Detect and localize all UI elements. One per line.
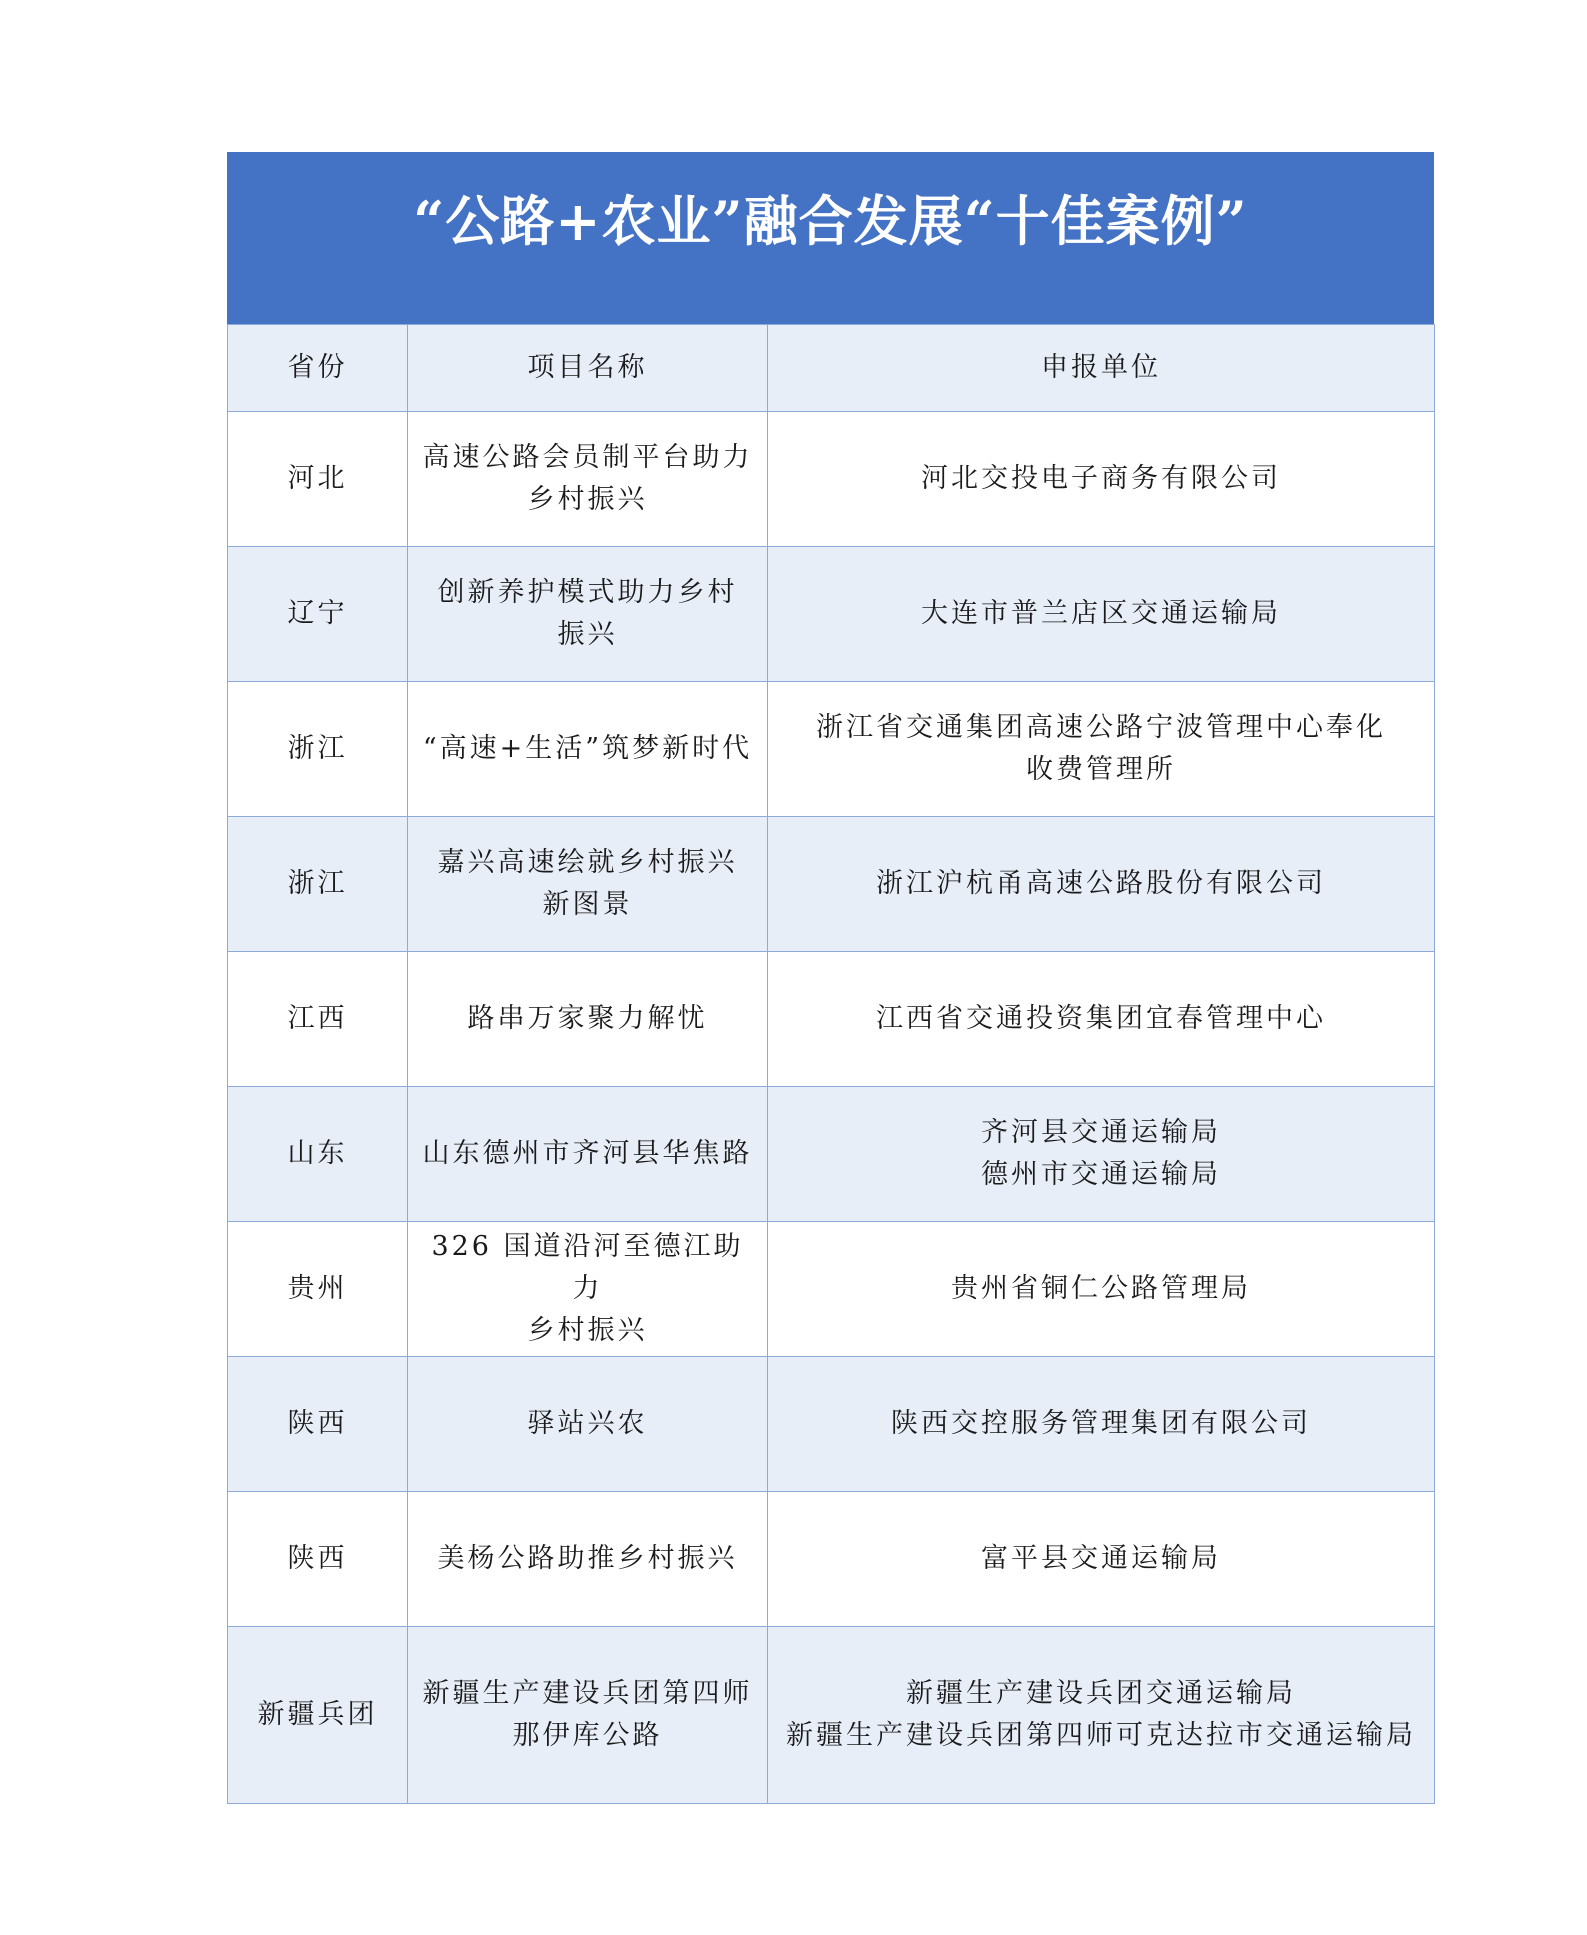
project-cell	[408, 1222, 768, 1357]
project-line: 振兴	[557, 619, 618, 650]
table-row	[228, 1627, 1435, 1804]
table-row	[228, 412, 1435, 547]
unit-cell	[768, 817, 1435, 952]
province-cell: 辽宁	[228, 547, 408, 682]
cases-table	[227, 324, 1435, 1804]
unit-cell	[768, 682, 1435, 817]
project-line: 美杨公路助推乡村振兴	[437, 1543, 738, 1574]
unit-cell	[768, 1627, 1435, 1804]
title-banner	[227, 152, 1434, 324]
unit-line: 浙江沪杭甬高速公路股份有限公司	[876, 868, 1326, 899]
province-cell: 浙江	[228, 682, 408, 817]
column-header-project: 项目名称	[408, 325, 768, 412]
project-line: 山东德州市齐河县华焦路	[422, 1138, 753, 1169]
project-cell	[408, 1492, 768, 1627]
project-line: 嘉兴高速绘就乡村振兴	[437, 847, 738, 878]
unit-line: 收费管理所	[1026, 754, 1176, 785]
project-line: 那伊库公路	[512, 1720, 663, 1751]
unit-line: 江西省交通投资集团宜春管理中心	[876, 1003, 1326, 1034]
unit-cell	[768, 1357, 1435, 1492]
unit-cell	[768, 952, 1435, 1087]
project-line: 创新养护模式助力乡村	[437, 577, 738, 608]
unit-cell	[768, 1087, 1435, 1222]
column-header-province: 省份	[228, 325, 408, 412]
project-line: 高速公路会员制平台助力	[422, 442, 753, 473]
province-cell: 陕西	[228, 1357, 408, 1492]
unit-line: 富平县交通运输局	[981, 1543, 1221, 1574]
project-line: 驿站兴农	[527, 1408, 648, 1439]
project-line: 乡村振兴	[527, 1315, 648, 1346]
project-cell	[408, 547, 768, 682]
province-cell: 浙江	[228, 817, 408, 952]
project-cell	[408, 682, 768, 817]
province-cell: 山东	[228, 1087, 408, 1222]
column-header-unit: 申报单位	[768, 325, 1435, 412]
project-cell	[408, 1627, 768, 1804]
province-cell: 陕西	[228, 1492, 408, 1627]
project-cell	[408, 412, 768, 547]
table-row	[228, 952, 1435, 1087]
unit-line: 大连市普兰店区交通运输局	[921, 598, 1281, 629]
project-cell	[408, 952, 768, 1087]
unit-cell	[768, 412, 1435, 547]
unit-line: 齐河县交通运输局	[981, 1117, 1221, 1148]
project-line: 路串万家聚力解忧	[467, 1003, 708, 1034]
table-header-row	[228, 325, 1435, 412]
project-line: 乡村振兴	[527, 484, 648, 515]
unit-cell	[768, 1222, 1435, 1357]
unit-line: 新疆生产建设兵团第四师可克达拉市交通运输局	[786, 1720, 1416, 1751]
table-row	[228, 817, 1435, 952]
table-row	[228, 1492, 1435, 1627]
unit-line: 德州市交通运输局	[981, 1159, 1221, 1190]
project-line: 326 国道沿河至德江助力	[431, 1231, 744, 1304]
table-row	[228, 1087, 1435, 1222]
table-row	[228, 547, 1435, 682]
unit-line: 贵州省铜仁公路管理局	[951, 1273, 1251, 1304]
document	[227, 152, 1434, 1804]
project-line: 新图景	[542, 889, 633, 920]
project-cell	[408, 1087, 768, 1222]
province-cell: 江西	[228, 952, 408, 1087]
page-title: “公路+农业”融合发展“十佳案例”	[413, 189, 1248, 253]
project-line: 新疆生产建设兵团第四师	[422, 1678, 753, 1709]
project-cell	[408, 817, 768, 952]
table-row	[228, 1222, 1435, 1357]
unit-cell	[768, 1492, 1435, 1627]
table-row	[228, 682, 1435, 817]
project-line: “高速+生活”筑梦新时代	[422, 733, 753, 764]
unit-line: 新疆生产建设兵团交通运输局	[906, 1678, 1296, 1709]
unit-line: 浙江省交通集团高速公路宁波管理中心奉化	[816, 712, 1386, 743]
province-cell: 贵州	[228, 1222, 408, 1357]
unit-line: 河北交投电子商务有限公司	[921, 463, 1281, 494]
unit-cell	[768, 547, 1435, 682]
unit-line: 陕西交控服务管理集团有限公司	[891, 1408, 1311, 1439]
province-cell: 河北	[228, 412, 408, 547]
project-cell	[408, 1357, 768, 1492]
table-row	[228, 1357, 1435, 1492]
province-cell: 新疆兵团	[228, 1627, 408, 1804]
